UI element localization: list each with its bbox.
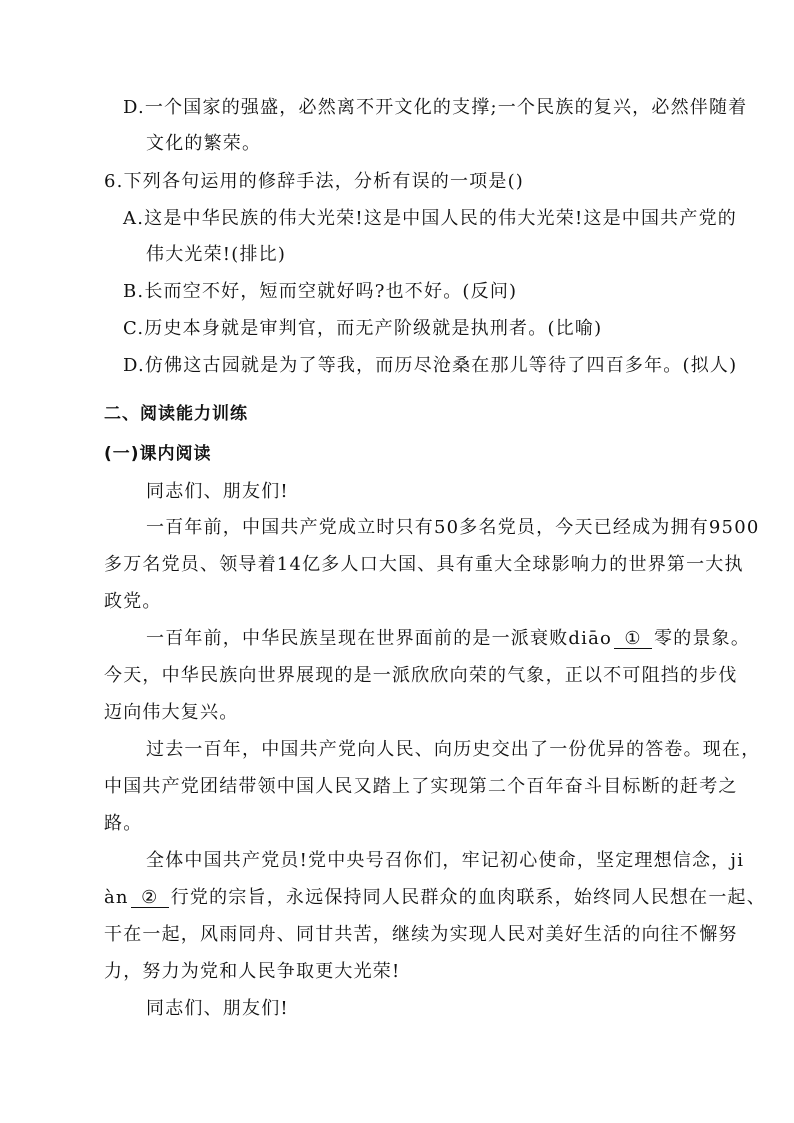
q5-option-d-line2: 文化的繁荣。 <box>146 133 262 154</box>
passage-p4-line1: 过去一百年，中国共产党向人民、向历史交出了一份优异的答卷。现在， <box>146 739 761 760</box>
passage-p5-line3: 干在一起，风雨同舟、同甘共苦，继续为实现人民对美好生活的向往不懈努 <box>104 924 738 945</box>
q5-option-d-line1: D.一个国家的强盛，必然离不开文化的支撑;一个民族的复兴，必然伴随着 <box>123 97 748 118</box>
passage-p3-line1 <box>146 628 750 650</box>
passage-p4-line3: 路。 <box>104 813 143 834</box>
passage-p2-line1: 一百年前，中国共产党成立时只有50多名党员，今天已经成为拥有9500 <box>146 517 760 538</box>
q6-option-d: D.仿佛这古园就是为了等我，而历尽沧桑在那儿等待了四百多年。(拟人) <box>123 355 738 376</box>
blank-2[interactable]: ② <box>131 889 169 908</box>
passage-p5-line2-post: 行党的宗旨，永远保持同人民群众的血肉联系，始终同人民想在一起、 <box>170 887 766 908</box>
q6-option-c: C.历史本身就是审判官，而无产阶级就是执刑者。(比喻) <box>123 318 603 339</box>
passage-p4-line2: 中国共产党团结带领中国人民又踏上了实现第二个百年奋斗目标断的赶考之 <box>104 776 738 797</box>
blank-1[interactable]: ① <box>614 630 652 649</box>
q6-option-b: B.长而空不好，短而空就好吗?也不好。(反问) <box>123 281 518 302</box>
passage-p3-line3: 迈向伟大复兴。 <box>104 702 239 723</box>
passage-p6: 同志们、朋友们! <box>146 998 289 1019</box>
q6-stem: 6.下列各句运用的修辞手法，分析有误的一项是() <box>104 171 525 192</box>
passage-p3-line1-post: 零的景象。 <box>654 628 751 649</box>
passage-p2-line2: 多万名党员、领导着14亿多人口大国、具有重大全球影响力的世界第一大执 <box>104 554 744 575</box>
passage-p3-line1-pre: 一百年前，中华民族呈现在世界面前的是一派衰败diāo <box>146 628 613 649</box>
q6-option-a-line1: A.这是中华民族的伟大光荣!这是中国人民的伟大光荣!这是中国共产党的 <box>123 208 737 229</box>
passage-p5-line2-pre: àn <box>104 887 129 908</box>
passage-p5-line4: 力，努力为党和人民争取更大光荣! <box>104 961 401 982</box>
passage-p5-line1: 全体中国共产党员!党中央号召你们，牢记初心使命，坚定理想信念，ji <box>146 850 745 871</box>
q6-option-a-line2: 伟大光荣!(排比) <box>146 244 287 265</box>
passage-p3-line2: 今天，中华民族向世界展现的是一派欣欣向荣的气象，正以不可阻挡的步伐 <box>104 665 738 686</box>
passage-p5-line2 <box>104 887 766 909</box>
passage-p2-line3: 政党。 <box>104 591 162 612</box>
section-title: 二、阅读能力训练 <box>104 404 248 424</box>
subsection-title: (一)课内阅读 <box>104 444 212 464</box>
passage-p1: 同志们、朋友们! <box>146 481 289 502</box>
